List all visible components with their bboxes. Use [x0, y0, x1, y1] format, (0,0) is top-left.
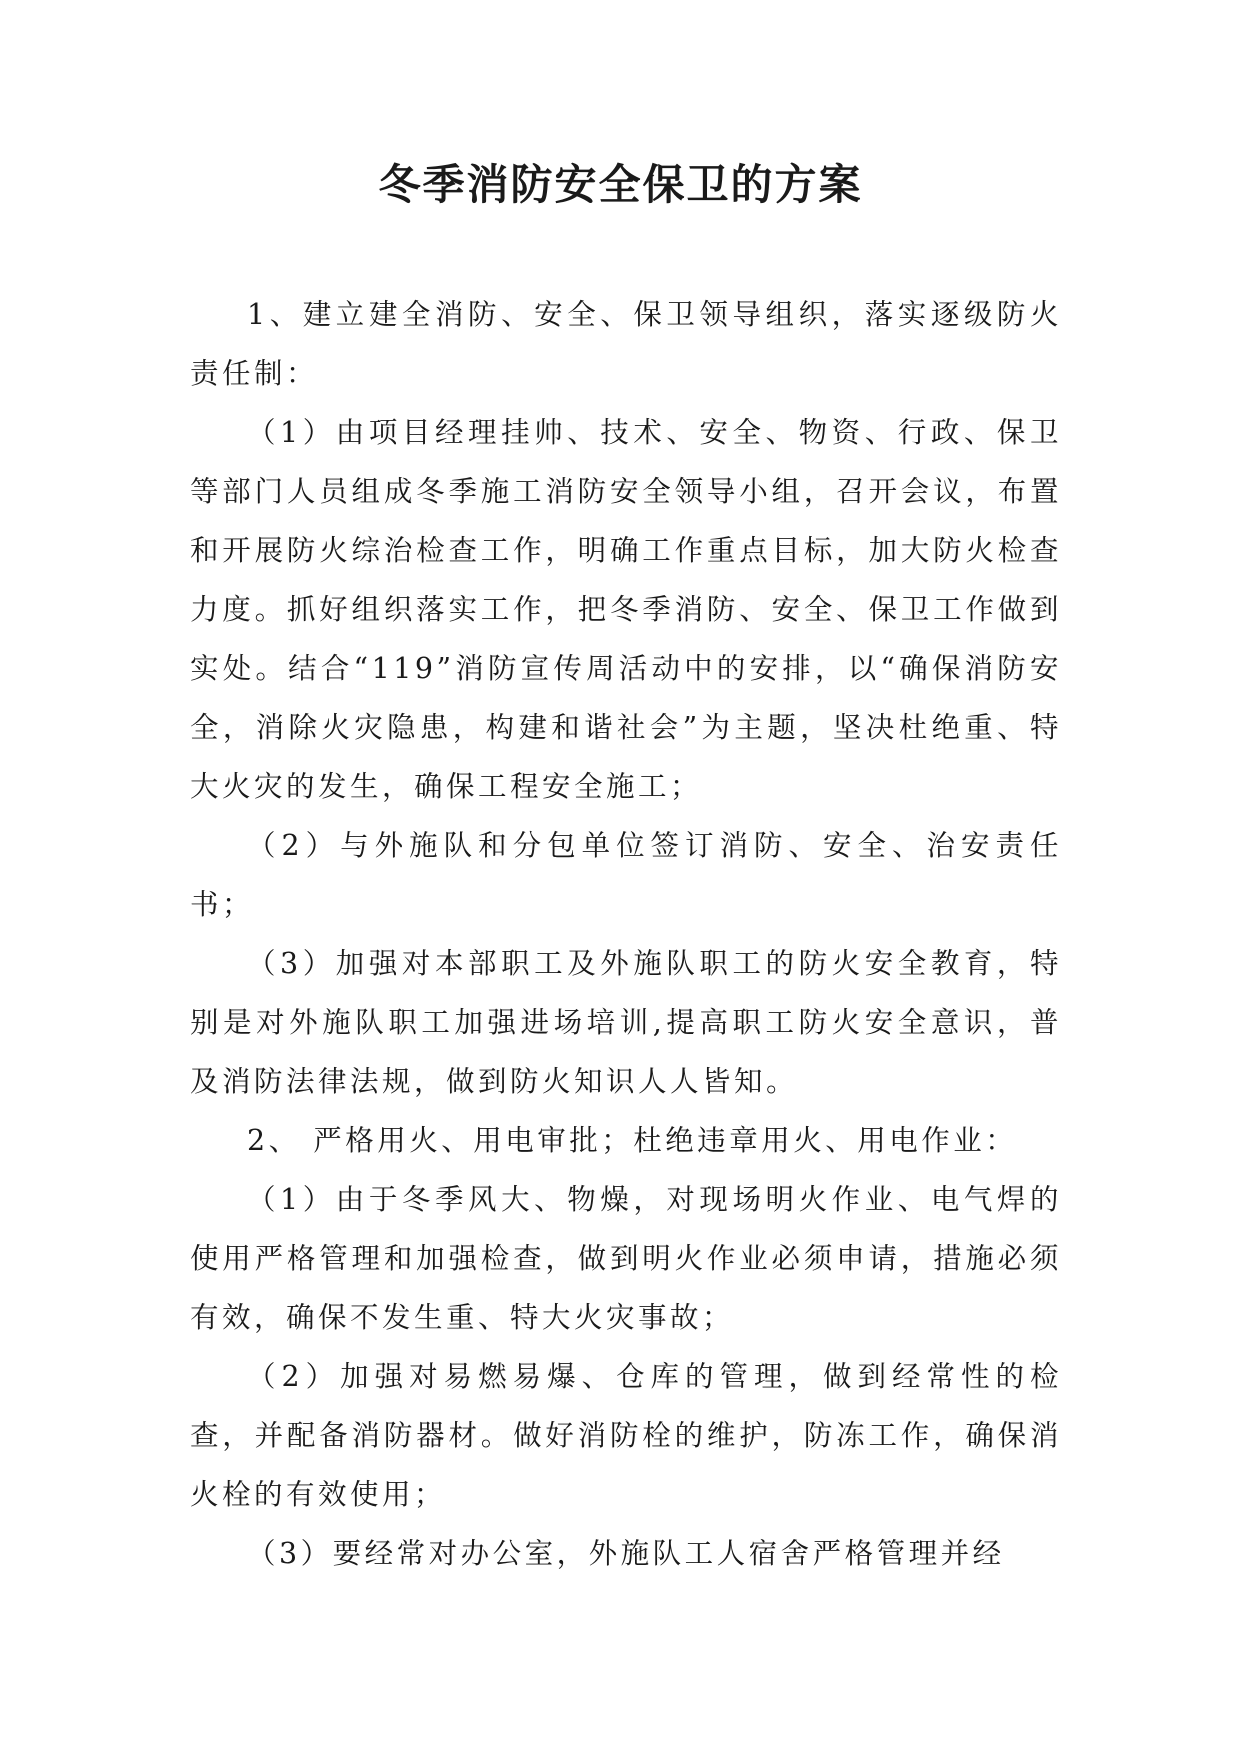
- document-body: [190, 285, 1062, 1583]
- paragraph-2: 2、 严格用火、用电审批；杜绝违章用火、用电作业：: [247, 1124, 1018, 1157]
- paragraph-2-2: （2）加强对易燃易爆、仓库的管理，做到经常性的检查，并配备消防器材。做好消防栓的维护，防冻工作，确保消火栓的有效使用；: [190, 1360, 1062, 1511]
- paragraph-2-3: （3）要经常对办公室，外施队工人宿舍严格管理并经: [247, 1537, 1005, 1570]
- paragraph-1-1: （1）由项目经理挂帅、技术、安全、物资、行政、保卫等部门人员组成冬季施工消防安全领导小组，召开会议，布置和开展防火综治检查工作，明确工作重点目标，加大防火检查力度。抓好组织落实工作，把冬季消防、安全、保卫工作做到实处。结合“119”消防宣传周活动中的安排，以“确保消防安全，消除火灾隐患，构建和谐社会”为主题，坚决杜绝重、特大火灾的发生，确保工程安全施工；: [190, 416, 1062, 803]
- paragraph-2-1: （1）由于冬季风大、物燥，对现场明火作业、电气焊的使用严格管理和加强检查，做到明火作业必须申请，措施必须有效，确保不发生重、特大火灾事故；: [190, 1183, 1062, 1334]
- paragraph-1-3: （3）加强对本部职工及外施队职工的防火安全教育，特别是对外施队职工加强进场培训,提高职工防火安全意识，普及消防法律法规，做到防火知识人人皆知。: [190, 947, 1062, 1098]
- document-title: 冬季消防安全保卫的方案: [378, 160, 863, 209]
- paragraph-1-2: （2）与外施队和分包单位签订消防、安全、治安责任书；: [190, 829, 1062, 921]
- paragraph-1: 1、建立建全消防、安全、保卫领导组织，落实逐级防火责任制：: [190, 298, 1062, 390]
